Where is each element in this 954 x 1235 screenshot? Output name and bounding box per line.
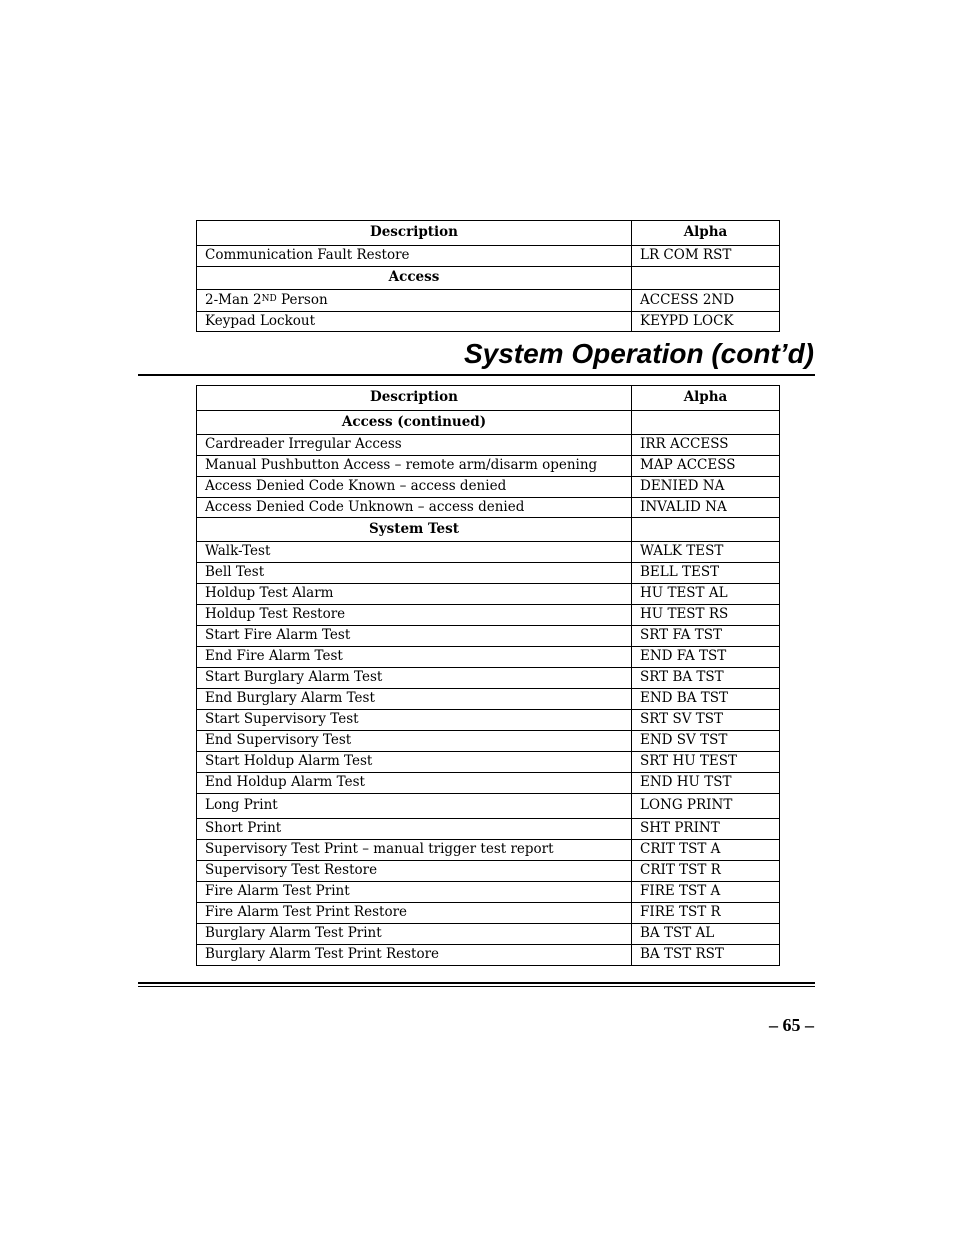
alpha-cell: LONG PRINT bbox=[632, 794, 780, 819]
description-cell: Holdup Test Restore bbox=[197, 605, 632, 626]
table-row bbox=[197, 668, 780, 689]
alpha-cell: FIRE TST A bbox=[632, 882, 780, 903]
table-header-row bbox=[197, 386, 780, 411]
alpha-cell: END BA TST bbox=[632, 689, 780, 710]
empty-cell bbox=[632, 518, 780, 542]
description-cell: Start Burglary Alarm Test bbox=[197, 668, 632, 689]
description-cell: Burglary Alarm Test Print bbox=[197, 924, 632, 945]
table-row bbox=[197, 773, 780, 794]
table-row bbox=[197, 435, 780, 456]
alpha-cell: SRT BA TST bbox=[632, 668, 780, 689]
description-cell: End Burglary Alarm Test bbox=[197, 689, 632, 710]
description-cell: Bell Test bbox=[197, 563, 632, 584]
alpha-cell: SRT SV TST bbox=[632, 710, 780, 731]
alpha-cell: END HU TST bbox=[632, 773, 780, 794]
description-cell: Holdup Test Alarm bbox=[197, 584, 632, 605]
table-row bbox=[197, 542, 780, 563]
alpha-cell: BA TST RST bbox=[632, 945, 780, 966]
alpha-header: Alpha bbox=[632, 386, 780, 411]
empty-cell bbox=[632, 267, 780, 290]
alpha-cell: FIRE TST R bbox=[632, 903, 780, 924]
description-cell: Start Supervisory Test bbox=[197, 710, 632, 731]
table-row bbox=[197, 290, 780, 312]
table-row bbox=[197, 246, 780, 267]
alpha-cell: KEYPD LOCK bbox=[632, 312, 780, 332]
page-title: System Operation (cont’d) bbox=[463, 338, 814, 369]
alpha-cell: CRIT TST A bbox=[632, 840, 780, 861]
alpha-table-top bbox=[196, 220, 780, 332]
description-cell: Supervisory Test Restore bbox=[197, 861, 632, 882]
section-row bbox=[197, 518, 780, 542]
description-cell: Start Holdup Alarm Test bbox=[197, 752, 632, 773]
table-row bbox=[197, 456, 780, 477]
description-cell: Communication Fault Restore bbox=[197, 246, 632, 267]
superscript-text: ND bbox=[261, 293, 277, 304]
alpha-cell: END SV TST bbox=[632, 731, 780, 752]
table-row bbox=[197, 731, 780, 752]
alpha-cell: BA TST AL bbox=[632, 924, 780, 945]
alpha-cell: END FA TST bbox=[632, 647, 780, 668]
description-cell: Access Denied Code Known – access denied bbox=[197, 477, 632, 498]
table-row bbox=[197, 945, 780, 966]
description-cell: Access Denied Code Unknown – access denied bbox=[197, 498, 632, 518]
description-cell: End Fire Alarm Test bbox=[197, 647, 632, 668]
alpha-header: Alpha bbox=[632, 221, 780, 246]
description-cell: Fire Alarm Test Print Restore bbox=[197, 903, 632, 924]
table-row bbox=[197, 794, 780, 819]
table-row bbox=[197, 752, 780, 773]
footer-rule-thin bbox=[138, 986, 815, 987]
alpha-cell: WALK TEST bbox=[632, 542, 780, 563]
section-heading-access-continued: Access (continued) bbox=[197, 411, 632, 435]
description-cell bbox=[197, 290, 632, 312]
footer-rule bbox=[138, 982, 815, 984]
table-row bbox=[197, 903, 780, 924]
alpha-cell: HU TEST RS bbox=[632, 605, 780, 626]
section-row bbox=[197, 267, 780, 290]
description-cell: Manual Pushbutton Access – remote arm/disarm opening bbox=[197, 456, 632, 477]
empty-cell bbox=[632, 411, 780, 435]
alpha-cell: SRT FA TST bbox=[632, 626, 780, 647]
description-cell: End Holdup Alarm Test bbox=[197, 773, 632, 794]
table-row bbox=[197, 563, 780, 584]
table-row bbox=[197, 882, 780, 903]
table-row bbox=[197, 819, 780, 840]
description-cell: Burglary Alarm Test Print Restore bbox=[197, 945, 632, 966]
section-row bbox=[197, 411, 780, 435]
description-header: Description bbox=[197, 386, 632, 411]
description-header: Description bbox=[197, 221, 632, 246]
description-cell: Supervisory Test Print – manual trigger test report bbox=[197, 840, 632, 861]
description-cell: Short Print bbox=[197, 819, 632, 840]
alpha-cell: INVALID NA bbox=[632, 498, 780, 518]
alpha-cell: HU TEST AL bbox=[632, 584, 780, 605]
table-row bbox=[197, 647, 780, 668]
description-cell: Start Fire Alarm Test bbox=[197, 626, 632, 647]
description-cell: Long Print bbox=[197, 794, 632, 819]
table-row bbox=[197, 710, 780, 731]
page-number: – 65 – bbox=[769, 1015, 814, 1035]
alpha-cell: SHT PRINT bbox=[632, 819, 780, 840]
description-text: 2-Man 2 bbox=[205, 291, 262, 308]
alpha-table-main bbox=[196, 385, 780, 966]
alpha-cell: DENIED NA bbox=[632, 477, 780, 498]
table-row bbox=[197, 498, 780, 518]
section-heading-access: Access bbox=[197, 267, 632, 290]
section-heading-system-test: System Test bbox=[197, 518, 632, 542]
table-row bbox=[197, 924, 780, 945]
table-row bbox=[197, 584, 780, 605]
alpha-cell: MAP ACCESS bbox=[632, 456, 780, 477]
description-cell: Walk-Test bbox=[197, 542, 632, 563]
table-row bbox=[197, 861, 780, 882]
table-row bbox=[197, 689, 780, 710]
description-text: Person bbox=[276, 291, 328, 308]
alpha-cell: SRT HU TEST bbox=[632, 752, 780, 773]
description-cell: End Supervisory Test bbox=[197, 731, 632, 752]
alpha-cell: CRIT TST R bbox=[632, 861, 780, 882]
table-row bbox=[197, 312, 780, 332]
alpha-cell: IRR ACCESS bbox=[632, 435, 780, 456]
alpha-cell: LR COM RST bbox=[632, 246, 780, 267]
description-cell: Keypad Lockout bbox=[197, 312, 632, 332]
table-row bbox=[197, 626, 780, 647]
table-row bbox=[197, 605, 780, 626]
alpha-cell: ACCESS 2ND bbox=[632, 290, 780, 312]
alpha-cell: BELL TEST bbox=[632, 563, 780, 584]
table-row bbox=[197, 477, 780, 498]
description-cell: Fire Alarm Test Print bbox=[197, 882, 632, 903]
table-row bbox=[197, 840, 780, 861]
table-header-row bbox=[197, 221, 780, 246]
description-cell: Cardreader Irregular Access bbox=[197, 435, 632, 456]
title-rule bbox=[138, 374, 815, 376]
